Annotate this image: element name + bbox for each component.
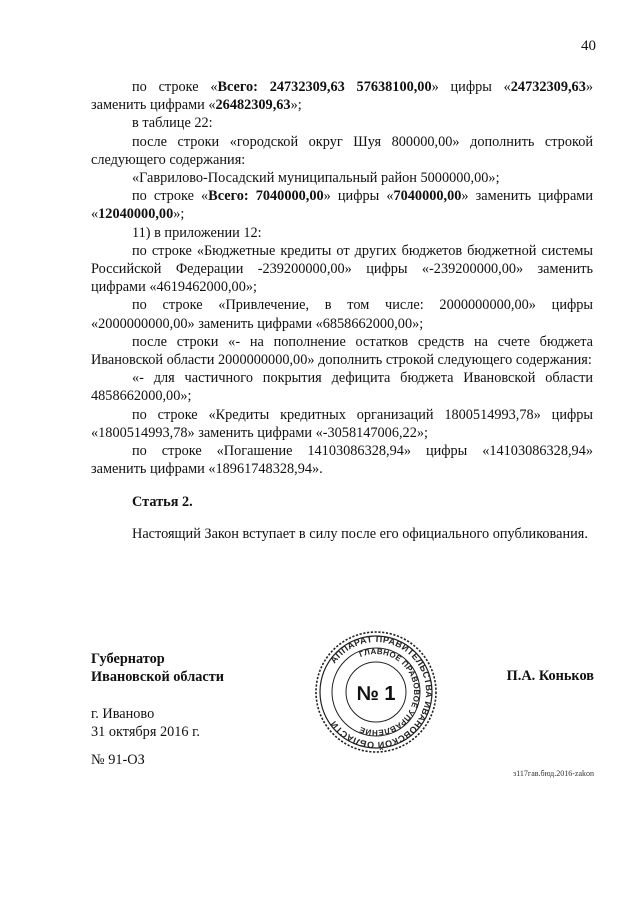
- signatory-name: П.А. Коньков: [506, 668, 594, 684]
- text-run: »;: [290, 97, 302, 114]
- bold-text: 7040000,00: [393, 188, 462, 205]
- paragraph: [91, 242, 593, 297]
- article-title: Статья 2.: [132, 494, 193, 511]
- paragraph: [91, 169, 593, 187]
- text-run: по строке «Кредиты кредитных организаций 1800514993,78» цифры «1800514993,78» заменить цифрами «-3058147006,22»;: [91, 406, 593, 441]
- text-run: после строки «- на пополнение остатков средств на счете бюджета Ивановской области 2000000000,00» дополнить строкой следующего содержания:: [91, 333, 593, 369]
- text-run: по строке «: [132, 79, 218, 95]
- paragraph: [91, 369, 593, 405]
- text-run: «- для частичного покрытия дефицита бюджета Ивановской области 4858662000,00»;: [91, 370, 593, 405]
- bold-text: 26482309,63: [215, 97, 291, 114]
- text-run: «Гаврилово-Посадский муниципальный район 5000000,00»;: [132, 170, 500, 187]
- article-text: Настоящий Закон вступает в силу после его официального опубликования.: [132, 525, 588, 542]
- place: г. Иваново: [91, 706, 155, 722]
- seal-number: № 1: [356, 683, 396, 705]
- paragraph: [91, 406, 593, 442]
- paragraph: [91, 187, 593, 223]
- paragraph: [91, 442, 593, 478]
- text-run: » цифры «: [323, 188, 394, 205]
- paragraph: [91, 224, 593, 242]
- bold-text: Всего: 24732309,63 57638100,00: [217, 79, 432, 95]
- official-seal-stamp: [314, 630, 438, 754]
- position-line-2: Ивановской области: [91, 669, 224, 685]
- text-run: » цифры «: [431, 79, 511, 95]
- seal-outer-text: АППАРАТ ПРАВИТЕЛЬСТВА ИВАНОВСКОЙ ОБЛАСТИ: [328, 633, 435, 751]
- text-run: по строке «: [132, 188, 209, 205]
- text-run: после строки «городской округ Шуя 800000,00» дополнить строкой следующего содержания:: [91, 133, 593, 168]
- file-reference: з117гав.бюд.2016-zakon: [513, 769, 594, 778]
- seal-inner-text: ГЛАВНОЕ ПРАВОВОЕ УПРАВЛЕНИЕ: [357, 646, 422, 738]
- position-line-1: Губернатор: [91, 651, 165, 667]
- paragraph: [91, 133, 593, 169]
- paragraph: [91, 296, 593, 332]
- page-number: 40: [581, 38, 596, 54]
- bold-text: 12040000,00: [98, 206, 174, 223]
- document-body: [91, 78, 593, 543]
- bold-text: Всего: 7040000,00: [208, 188, 324, 205]
- text-run: 11) в приложении 12:: [132, 224, 262, 241]
- paragraph: [91, 333, 593, 369]
- signatory-position: [91, 650, 224, 686]
- date: 31 октября 2016 г.: [91, 724, 200, 740]
- law-number: № 91-ОЗ: [91, 752, 145, 768]
- paragraph: [91, 114, 593, 132]
- text-run: в таблице 22:: [132, 115, 213, 132]
- paragraph: [91, 78, 593, 114]
- text-run: »;: [173, 206, 185, 223]
- place-date-block: [91, 705, 200, 741]
- text-run: по строке «Погашение 14103086328,94» цифры «14103086328,94» заменить цифрами «18961748328,94».: [91, 443, 593, 478]
- amendments-list: [91, 78, 593, 478]
- text-run: » заменить цифрами «: [91, 188, 593, 223]
- text-run: по строке «Бюджетные кредиты от других бюджетов бюджетной системы Российской Федерации -239200000,00» цифры «-239200000,00» заменить цифрами «4619462000,00»;: [91, 242, 593, 296]
- bold-text: 24732309,63: [510, 79, 586, 95]
- text-run: по строке «Привлечение, в том числе: 2000000000,00» цифры «2000000000,00» заменить цифрами «6858662000,00»;: [91, 297, 593, 332]
- text-run: » заменить цифрами «: [91, 79, 593, 114]
